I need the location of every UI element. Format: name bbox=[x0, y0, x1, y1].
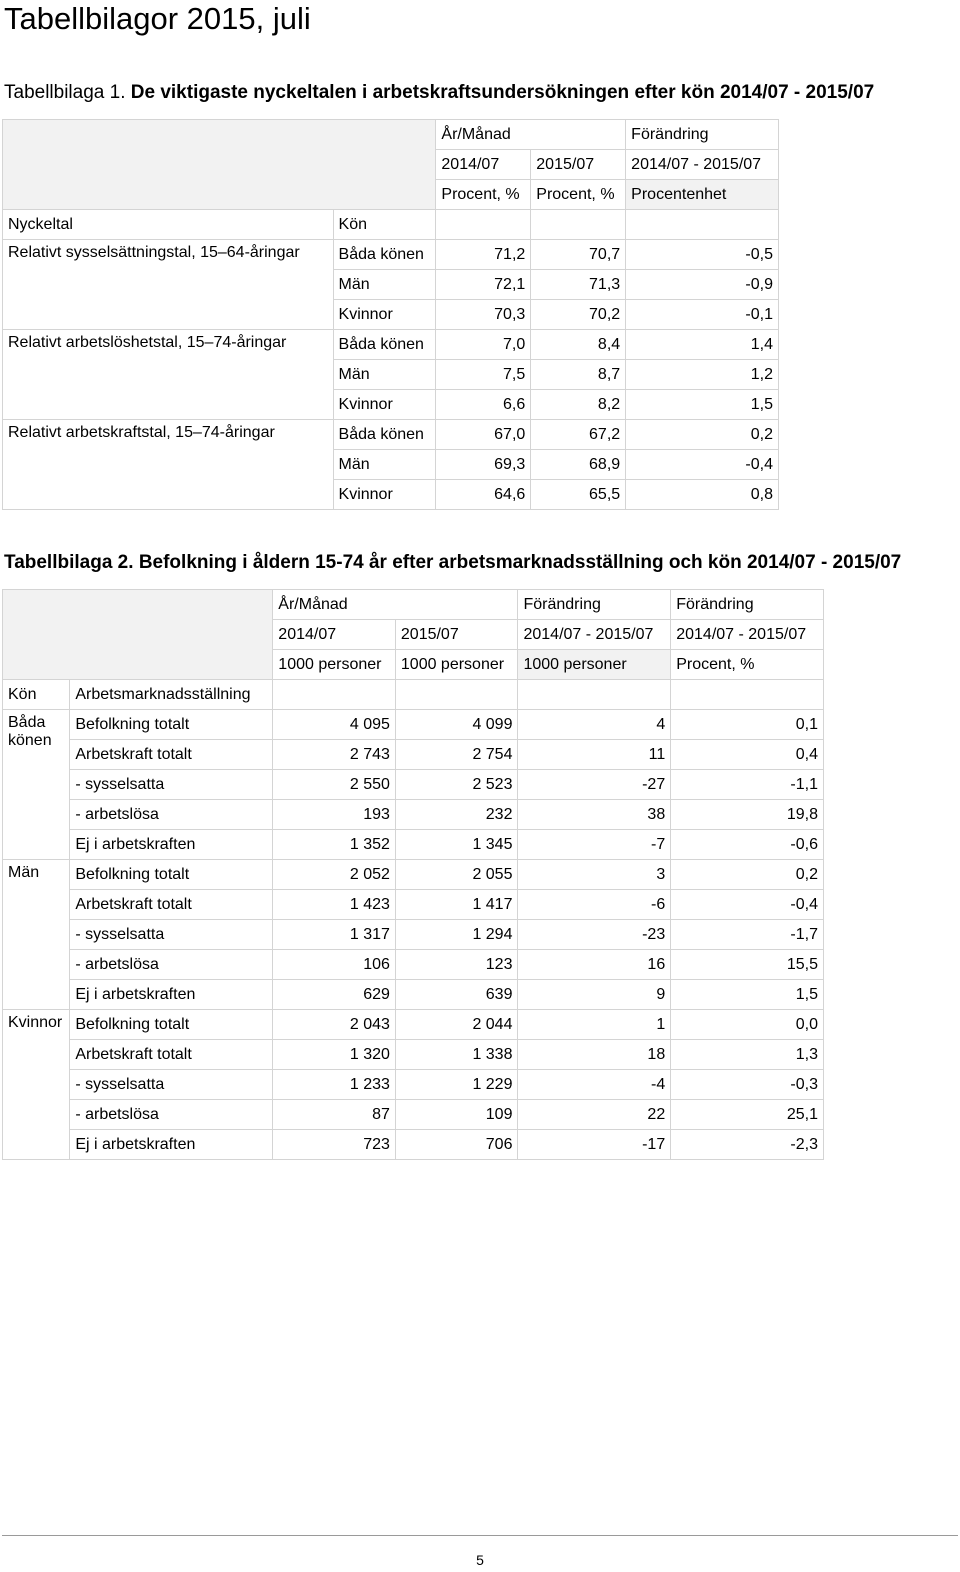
value-2015: 2 523 bbox=[395, 770, 518, 800]
table-row bbox=[3, 1100, 824, 1130]
status-label: Ej i arbetskraften bbox=[70, 1130, 273, 1160]
table1-col1-period: 2014/07 bbox=[436, 150, 531, 180]
table1-change-group: Förändring bbox=[626, 120, 779, 150]
value-2014: 4 095 bbox=[273, 710, 396, 740]
table1-header-row bbox=[3, 120, 779, 150]
value-2014: 7,5 bbox=[436, 360, 531, 390]
value-2015: 67,2 bbox=[531, 420, 626, 450]
table1-col1-unit: Procent, % bbox=[436, 180, 531, 210]
value-2014: 71,2 bbox=[436, 240, 531, 270]
value-change-percent: 15,5 bbox=[671, 950, 824, 980]
sex-label: Kvinnor bbox=[333, 480, 436, 510]
value-change: 4 bbox=[518, 710, 671, 740]
status-label: Arbetskraft totalt bbox=[70, 1040, 273, 1070]
table2-col4-period: 2014/07 - 2015/07 bbox=[671, 620, 824, 650]
table2-header-empty bbox=[3, 590, 273, 680]
value-2014: 1 423 bbox=[273, 890, 396, 920]
status-label: Ej i arbetskraften bbox=[70, 980, 273, 1010]
value-change: -4 bbox=[518, 1070, 671, 1100]
value-2014: 69,3 bbox=[436, 450, 531, 480]
table-row bbox=[3, 420, 779, 450]
table-row bbox=[3, 330, 779, 360]
value-change-percent: 0,0 bbox=[671, 1010, 824, 1040]
value-2015: 70,7 bbox=[531, 240, 626, 270]
value-2014: 1 233 bbox=[273, 1070, 396, 1100]
value-2015: 2 055 bbox=[395, 860, 518, 890]
table2-col4-unit: Procent, % bbox=[671, 650, 824, 680]
value-change-percent: 0,2 bbox=[671, 860, 824, 890]
value-2015: 123 bbox=[395, 950, 518, 980]
value-change-percent: 0,4 bbox=[671, 740, 824, 770]
metric-label: Relativt arbetslöshetstal, 15–74-åringar bbox=[3, 330, 334, 420]
value-2015: 2 044 bbox=[395, 1010, 518, 1040]
table-row bbox=[3, 1010, 824, 1040]
value-change: 1 bbox=[518, 1010, 671, 1040]
table-row bbox=[3, 1130, 824, 1160]
table-row bbox=[3, 1040, 824, 1070]
value-2015: 1 417 bbox=[395, 890, 518, 920]
table2-col1-unit: 1000 personer bbox=[273, 650, 396, 680]
status-label: - arbetslösa bbox=[70, 1100, 273, 1130]
table2-header-cell bbox=[273, 680, 396, 710]
status-label: Befolkning totalt bbox=[70, 1010, 273, 1040]
status-label: Befolkning totalt bbox=[70, 710, 273, 740]
value-change-percent: -1,7 bbox=[671, 920, 824, 950]
key-figures-table bbox=[2, 119, 779, 510]
value-2015: 8,4 bbox=[531, 330, 626, 360]
value-change-percent: 25,1 bbox=[671, 1100, 824, 1130]
value-2014: 2 743 bbox=[273, 740, 396, 770]
value-change: -7 bbox=[518, 830, 671, 860]
value-2015: 706 bbox=[395, 1130, 518, 1160]
value-change: -6 bbox=[518, 890, 671, 920]
table2-col3-period: 2014/07 - 2015/07 bbox=[518, 620, 671, 650]
metric-label: Relativt sysselsättningstal, 15–64-åringar bbox=[3, 240, 334, 330]
value-change: 0,2 bbox=[626, 420, 779, 450]
value-2015: 1 338 bbox=[395, 1040, 518, 1070]
table1-period-group: År/Månad bbox=[436, 120, 626, 150]
value-2014: 64,6 bbox=[436, 480, 531, 510]
sex-label: Män bbox=[333, 270, 436, 300]
table2-caption bbox=[4, 552, 901, 574]
status-label: - sysselsatta bbox=[70, 1070, 273, 1100]
table2-header-cell bbox=[518, 680, 671, 710]
table2-header-row bbox=[3, 680, 824, 710]
value-change: -0,5 bbox=[626, 240, 779, 270]
page-title: Tabellbilagor 2015, juli bbox=[4, 1, 311, 36]
table1-col3-unit: Procentenhet bbox=[626, 180, 779, 210]
table2-status-label: Arbetsmarknadsställning bbox=[70, 680, 273, 710]
page-number: 5 bbox=[476, 1552, 484, 1568]
sex-label: Kvinnor bbox=[333, 300, 436, 330]
value-2014: 1 317 bbox=[273, 920, 396, 950]
table1-sex-label: Kön bbox=[333, 210, 436, 240]
value-2015: 232 bbox=[395, 800, 518, 830]
value-2015: 1 294 bbox=[395, 920, 518, 950]
value-change-percent: 19,8 bbox=[671, 800, 824, 830]
value-2014: 2 052 bbox=[273, 860, 396, 890]
status-label: Befolkning totalt bbox=[70, 860, 273, 890]
value-2015: 8,2 bbox=[531, 390, 626, 420]
value-2014: 67,0 bbox=[436, 420, 531, 450]
value-2014: 7,0 bbox=[436, 330, 531, 360]
table-row bbox=[3, 950, 824, 980]
table-row bbox=[3, 240, 779, 270]
value-2015: 68,9 bbox=[531, 450, 626, 480]
table1-header-cell bbox=[626, 210, 779, 240]
value-change: 1,4 bbox=[626, 330, 779, 360]
value-change: 1,2 bbox=[626, 360, 779, 390]
value-change: 38 bbox=[518, 800, 671, 830]
value-change: -23 bbox=[518, 920, 671, 950]
table2-col2-unit: 1000 personer bbox=[395, 650, 518, 680]
value-change-percent: -1,1 bbox=[671, 770, 824, 800]
value-2014: 2 550 bbox=[273, 770, 396, 800]
status-label: Arbetskraft totalt bbox=[70, 740, 273, 770]
table2-caption-label: Tabellbilaga 2. bbox=[4, 552, 134, 573]
table1-header-cell bbox=[531, 210, 626, 240]
value-2014: 72,1 bbox=[436, 270, 531, 300]
table2-sex-label: Kön bbox=[3, 680, 70, 710]
sex-label: Kvinnor bbox=[333, 390, 436, 420]
table1-col2-period: 2015/07 bbox=[531, 150, 626, 180]
value-2014: 1 352 bbox=[273, 830, 396, 860]
table2-change1-group: Förändring bbox=[518, 590, 671, 620]
value-change-percent: 0,1 bbox=[671, 710, 824, 740]
table-row bbox=[3, 770, 824, 800]
value-2014: 87 bbox=[273, 1100, 396, 1130]
table1-caption-label: Tabellbilaga 1. bbox=[4, 82, 126, 103]
sex-label: Män bbox=[333, 450, 436, 480]
sex-label: Män bbox=[3, 860, 70, 1010]
table-row bbox=[3, 800, 824, 830]
value-change: -0,9 bbox=[626, 270, 779, 300]
value-2014: 1 320 bbox=[273, 1040, 396, 1070]
value-2014: 70,3 bbox=[436, 300, 531, 330]
table1-header-cell bbox=[436, 210, 531, 240]
sex-label: Kvinnor bbox=[3, 1010, 70, 1160]
status-label: Arbetskraft totalt bbox=[70, 890, 273, 920]
table-row bbox=[3, 890, 824, 920]
status-label: - sysselsatta bbox=[70, 770, 273, 800]
table2-header-cell bbox=[395, 680, 518, 710]
value-2015: 4 099 bbox=[395, 710, 518, 740]
table1-header-empty bbox=[3, 120, 436, 210]
value-change: 1,5 bbox=[626, 390, 779, 420]
table1-caption-text: De viktigaste nyckeltalen i arbetskraftsundersökningen efter kön 2014/07 - 2015/07 bbox=[130, 82, 875, 103]
value-change: 9 bbox=[518, 980, 671, 1010]
population-table bbox=[2, 589, 824, 1160]
value-2015: 70,2 bbox=[531, 300, 626, 330]
sex-label: Båda könen bbox=[333, 330, 436, 360]
sex-label: Båda könen bbox=[3, 710, 70, 860]
status-label: - arbetslösa bbox=[70, 800, 273, 830]
table2-col1-period: 2014/07 bbox=[273, 620, 396, 650]
value-2014: 2 043 bbox=[273, 1010, 396, 1040]
table1-header-row bbox=[3, 210, 779, 240]
table2-header-row bbox=[3, 590, 824, 620]
sex-label: Båda könen bbox=[333, 240, 436, 270]
status-label: - sysselsatta bbox=[70, 920, 273, 950]
table-row bbox=[3, 920, 824, 950]
value-change: -17 bbox=[518, 1130, 671, 1160]
value-change: 11 bbox=[518, 740, 671, 770]
value-change-percent: -0,3 bbox=[671, 1070, 824, 1100]
table-row bbox=[3, 710, 824, 740]
value-2015: 2 754 bbox=[395, 740, 518, 770]
table2-header-cell bbox=[671, 680, 824, 710]
table2-col3-unit: 1000 personer bbox=[518, 650, 671, 680]
table-row bbox=[3, 830, 824, 860]
table-row bbox=[3, 740, 824, 770]
value-2014: 193 bbox=[273, 800, 396, 830]
value-2014: 723 bbox=[273, 1130, 396, 1160]
value-2015: 65,5 bbox=[531, 480, 626, 510]
value-2015: 8,7 bbox=[531, 360, 626, 390]
sex-label: Män bbox=[333, 360, 436, 390]
value-change: 16 bbox=[518, 950, 671, 980]
table2-change2-group: Förändring bbox=[671, 590, 824, 620]
value-change: 18 bbox=[518, 1040, 671, 1070]
value-change-percent: -2,3 bbox=[671, 1130, 824, 1160]
value-change-percent: -0,4 bbox=[671, 890, 824, 920]
sex-label: Båda könen bbox=[333, 420, 436, 450]
value-2015: 71,3 bbox=[531, 270, 626, 300]
table2-col2-period: 2015/07 bbox=[395, 620, 518, 650]
status-label: Ej i arbetskraften bbox=[70, 830, 273, 860]
value-2015: 1 229 bbox=[395, 1070, 518, 1100]
value-change: -27 bbox=[518, 770, 671, 800]
table1-caption bbox=[4, 82, 874, 104]
table-row bbox=[3, 1070, 824, 1100]
value-change: 0,8 bbox=[626, 480, 779, 510]
value-change-percent: 1,3 bbox=[671, 1040, 824, 1070]
status-label: - arbetslösa bbox=[70, 950, 273, 980]
value-change: -0,1 bbox=[626, 300, 779, 330]
footer-divider bbox=[2, 1535, 958, 1536]
metric-label: Relativt arbetskraftstal, 15–74-åringar bbox=[3, 420, 334, 510]
value-2015: 639 bbox=[395, 980, 518, 1010]
table1-col3-period: 2014/07 - 2015/07 bbox=[626, 150, 779, 180]
table2-caption-text: Befolkning i åldern 15-74 år efter arbetsmarknadsställning och kön 2014/07 - 2015/07 bbox=[138, 552, 902, 573]
value-2014: 106 bbox=[273, 950, 396, 980]
table-row bbox=[3, 980, 824, 1010]
table2-period-group: År/Månad bbox=[273, 590, 518, 620]
table1-col2-unit: Procent, % bbox=[531, 180, 626, 210]
value-change: -0,4 bbox=[626, 450, 779, 480]
value-change: 3 bbox=[518, 860, 671, 890]
table-row bbox=[3, 860, 824, 890]
value-change-percent: 1,5 bbox=[671, 980, 824, 1010]
value-change: 22 bbox=[518, 1100, 671, 1130]
value-2015: 1 345 bbox=[395, 830, 518, 860]
value-2015: 109 bbox=[395, 1100, 518, 1130]
value-change-percent: -0,6 bbox=[671, 830, 824, 860]
value-2014: 629 bbox=[273, 980, 396, 1010]
table1-key-label: Nyckeltal bbox=[3, 210, 334, 240]
value-2014: 6,6 bbox=[436, 390, 531, 420]
